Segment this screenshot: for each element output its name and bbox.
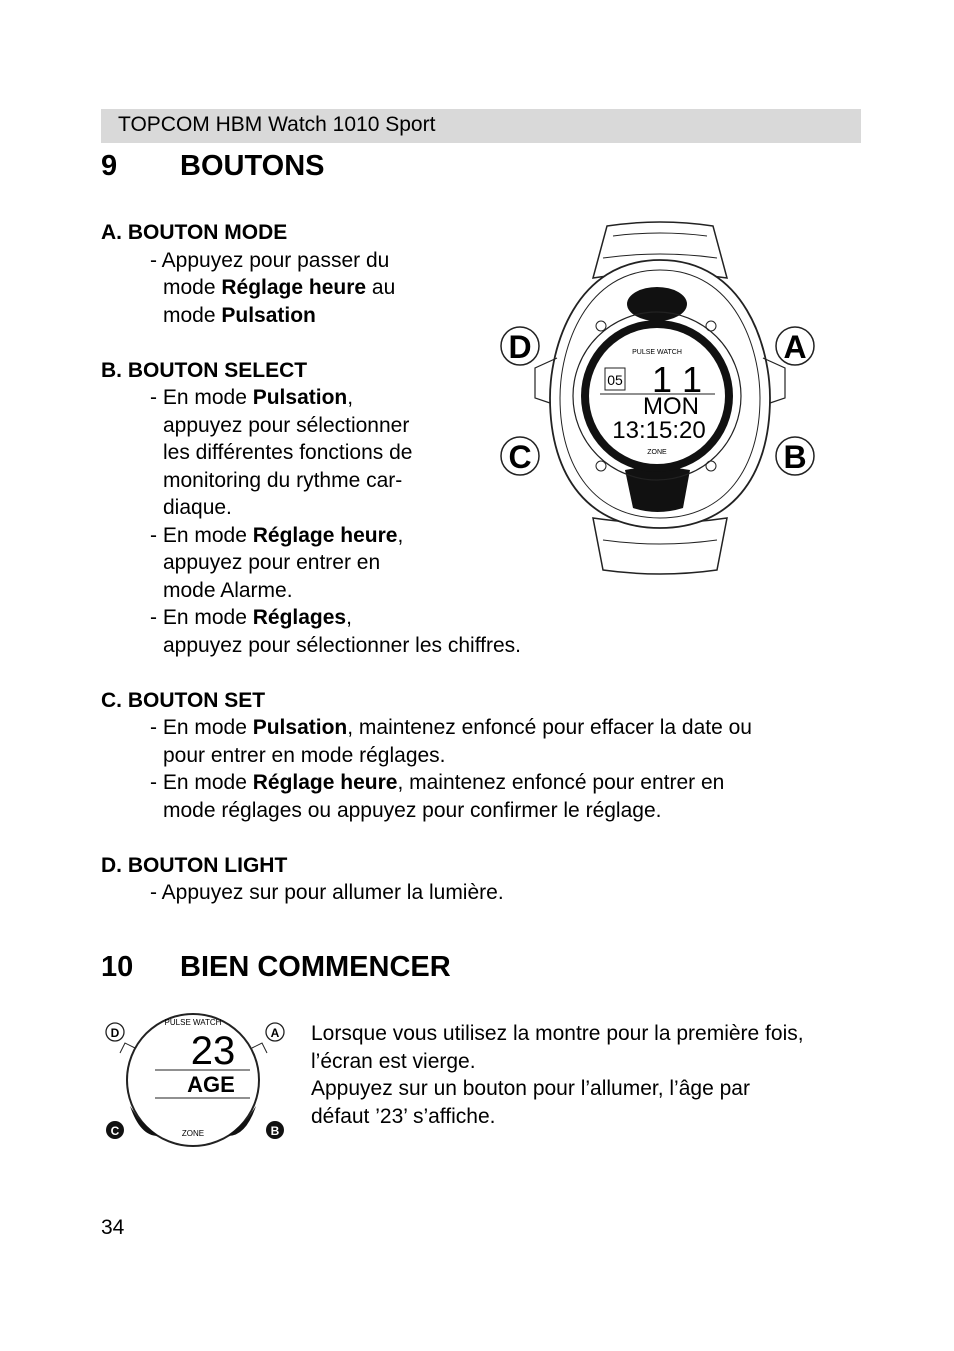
- label-d: D: [110, 1026, 120, 1040]
- paragraph-line: défaut ’23’ s’affiche.: [311, 1105, 496, 1128]
- paragraph-line: l’écran est vierge.: [311, 1050, 476, 1073]
- zone-label: ZONE: [647, 449, 667, 456]
- button-b-line: appuyez pour sélectionner les chiffres.: [163, 634, 521, 657]
- ring-label: PULSE WATCH: [632, 349, 682, 356]
- button-c-line: pour entrer en mode réglages.: [163, 744, 446, 767]
- button-b-line: les différentes fonctions de: [163, 441, 413, 464]
- lcd-top: 1 1: [651, 359, 703, 400]
- label-c: C: [508, 439, 532, 475]
- section-number: 9: [101, 150, 118, 182]
- watch-age-figure: [100, 1008, 290, 1148]
- lcd-small: 05: [607, 372, 623, 388]
- label-b: B: [783, 439, 807, 475]
- button-d-line: - Appuyez sur pour allumer la lumière.: [150, 881, 504, 904]
- button-a-line: mode Pulsation: [163, 304, 316, 327]
- section-10-heading: [101, 951, 451, 984]
- button-b-line: monitoring du rythme car-: [163, 469, 403, 492]
- section-title: BOUTONS: [180, 150, 325, 182]
- section-9-heading: [101, 150, 324, 183]
- button-b-line: appuyez pour entrer en: [163, 551, 381, 574]
- button-c-line: - En mode Pulsation, maintenez enfoncé pour effacer la date ou: [150, 716, 752, 739]
- button-b-heading: B. BOUTON SELECT: [101, 359, 308, 382]
- paragraph-line: Appuyez sur un bouton pour l’allumer, l’âge par: [311, 1077, 750, 1100]
- button-d-heading: D. BOUTON LIGHT: [101, 854, 288, 877]
- label-c: C: [110, 1124, 120, 1138]
- section-number: 10: [101, 951, 134, 983]
- lcd-label: AGE: [187, 1072, 235, 1097]
- button-a-line: - Appuyez pour passer du: [150, 249, 390, 272]
- lcd-time: 13:15:20: [612, 417, 706, 444]
- page-number: 34: [101, 1216, 125, 1239]
- button-a-line: mode Réglage heure au: [163, 276, 396, 299]
- button-c-line: - En mode Réglage heure, maintenez enfoncé pour entrer en: [150, 771, 725, 794]
- header-title: TOPCOM HBM Watch 1010 Sport: [118, 113, 436, 136]
- button-c-heading: C. BOUTON SET: [101, 689, 266, 712]
- section-title: BIEN COMMENCER: [180, 951, 451, 983]
- button-b-line: - En mode Réglage heure,: [150, 524, 404, 547]
- ring-label: PULSE WATCH: [164, 1018, 222, 1027]
- button-b-line: - En mode Pulsation,: [150, 386, 354, 409]
- running-header: [101, 109, 861, 143]
- button-b-line: mode Alarme.: [163, 579, 293, 602]
- zone-label: ZONE: [181, 1129, 205, 1138]
- button-b-line: - En mode Réglages,: [150, 606, 352, 629]
- lcd-value: 23: [190, 1029, 236, 1073]
- button-a-heading: A. BOUTON MODE: [101, 221, 288, 244]
- label-b: B: [270, 1124, 280, 1138]
- label-d: D: [508, 329, 532, 365]
- button-c-line: mode réglages ou appuyez pour confirmer le réglage.: [163, 799, 662, 822]
- button-b-line: appuyez pour sélectionner: [163, 414, 410, 437]
- paragraph-line: Lorsque vous utilisez la montre pour la première fois,: [311, 1022, 804, 1045]
- watch-buttons-figure: [495, 218, 825, 578]
- button-b-line: diaque.: [163, 496, 232, 519]
- label-a: A: [270, 1026, 280, 1040]
- lcd-day: MON: [643, 393, 699, 420]
- label-a: A: [783, 329, 807, 365]
